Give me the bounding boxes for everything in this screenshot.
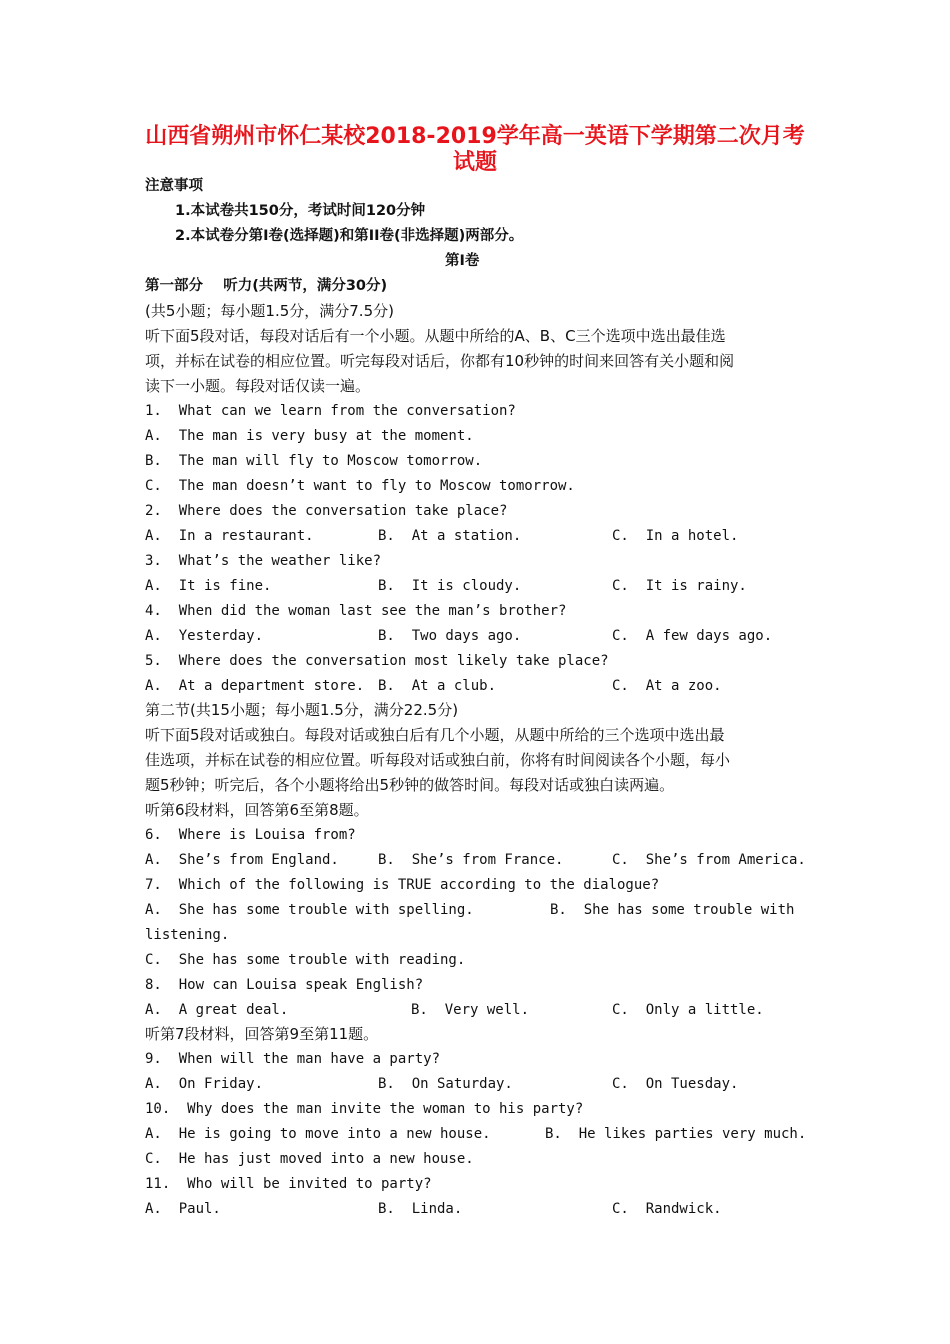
question-3: 3. What’s the weather like? [145,553,382,569]
q7-option-b: B. She has some trouble with [550,902,795,918]
q3-option-b: B. It is cloudy. [378,578,522,594]
volume-heading: 第Ⅰ卷 [445,253,480,269]
section1-instruction-line: 听下面5段对话，每段对话后有一个小题。从题中所给的A、B、C三个选项中选出最佳选 [145,327,726,345]
section2-instruction-line: 听下面5段对话或独白。每段对话或独白后有几个小题，从题中所给的三个选项中选出最 [145,726,725,744]
page-title: 山西省朔州市怀仁某校2018-2019学年高一英语下学期第二次月考 [145,124,805,149]
q3-option-c: C. It is rainy. [612,578,747,594]
question-5: 5. Where does the conversation most likely take place? [145,653,609,669]
q11-option-a: A. Paul. [145,1201,221,1217]
q2-option-c: C. In a hotel. [612,528,739,544]
section1-info: (共5小题；每小题1.5分，满分7.5分) [145,302,394,320]
q6-option-b: B. She’s from France. [378,852,564,868]
question-4: 4. When did the woman last see the man’s brother? [145,603,567,619]
question-2: 2. Where does the conversation take place? [145,503,508,519]
q11-option-b: B. Linda. [378,1201,463,1217]
q2-option-a: A. In a restaurant. [145,528,314,544]
question-1: 1. What can we learn from the conversation? [145,403,516,419]
q8-option-a: A. A great deal. [145,1002,289,1018]
q1-option-b: B. The man will fly to Moscow tomorrow. [145,453,483,469]
q10-option-a: A. He is going to move into a new house. [145,1126,491,1142]
q1-option-a: A. The man is very busy at the moment. [145,428,474,444]
part1-heading: 第一部分 听力(共两节，满分30分) [145,278,388,294]
question-8: 8. How can Louisa speak English? [145,977,424,993]
q7-option-b-continued: listening. [145,927,230,943]
q4-option-a: A. Yesterday. [145,628,264,644]
q4-option-b: B. Two days ago. [378,628,522,644]
q9-option-a: A. On Friday. [145,1076,264,1092]
section2-instruction-line: 佳选项，并标在试卷的相应位置。听每段对话或独白前，你将有时间阅读各个小题，每小 [145,751,731,769]
q6-option-a: A. She’s from England. [145,852,339,868]
question-9: 9. When will the man have a party? [145,1051,441,1067]
notice-item-2: 2.本试卷分第I卷(选择题)和第II卷(非选择题)两部分。 [175,228,524,244]
section2-instruction-line: 题5秒钟；听完后，各个小题将给出5秒钟的做答时间。每段对话或独白读两遍。 [145,776,675,794]
q5-option-c: C. At a zoo. [612,678,722,694]
q5-option-b: B. At a club. [378,678,497,694]
q9-option-c: C. On Tuesday. [612,1076,739,1092]
q3-option-a: A. It is fine. [145,578,272,594]
page-title-continued: 试题 [452,150,497,175]
question-6: 6. Where is Louisa from? [145,827,356,843]
section1-instruction-line: 读下一小题。每段对话仅读一遍。 [145,377,371,395]
question-10: 10. Why does the man invite the woman to his party? [145,1101,584,1117]
material-6-heading: 听第6段材料，回答第6至第8题。 [145,801,369,819]
q2-option-b: B. At a station. [378,528,522,544]
notice-item-1: 1.本试卷共150分，考试时间120分钟 [175,203,426,219]
q5-option-a: A. At a department store. [145,678,365,694]
section1-instruction-line: 项，并标在试卷的相应位置。听完每段对话后，你都有10秒钟的时间来回答有关小题和阅 [145,352,735,370]
q10-option-c: C. He has just moved into a new house. [145,1151,474,1167]
notice-heading: 注意事项 [145,178,203,194]
q1-option-c: C. The man doesn’t want to fly to Moscow tomorrow. [145,478,575,494]
q10-option-b: B. He likes parties very much. [545,1126,807,1142]
q6-option-c: C. She’s from America. [612,852,806,868]
q4-option-c: C. A few days ago. [612,628,773,644]
question-7: 7. Which of the following is TRUE according to the dialogue? [145,877,660,893]
question-11: 11. Who will be invited to party? [145,1176,432,1192]
q7-option-c: C. She has some trouble with reading. [145,952,466,968]
q9-option-b: B. On Saturday. [378,1076,513,1092]
q8-option-b: B. Very well. [411,1002,530,1018]
q11-option-c: C. Randwick. [612,1201,722,1217]
q8-option-c: C. Only a little. [612,1002,764,1018]
material-7-heading: 听第7段材料，回答第9至第11题。 [145,1025,379,1043]
section2-info: 第二节(共15小题；每小题1.5分，满分22.5分) [145,701,459,719]
q7-option-a: A. She has some trouble with spelling. [145,902,474,918]
